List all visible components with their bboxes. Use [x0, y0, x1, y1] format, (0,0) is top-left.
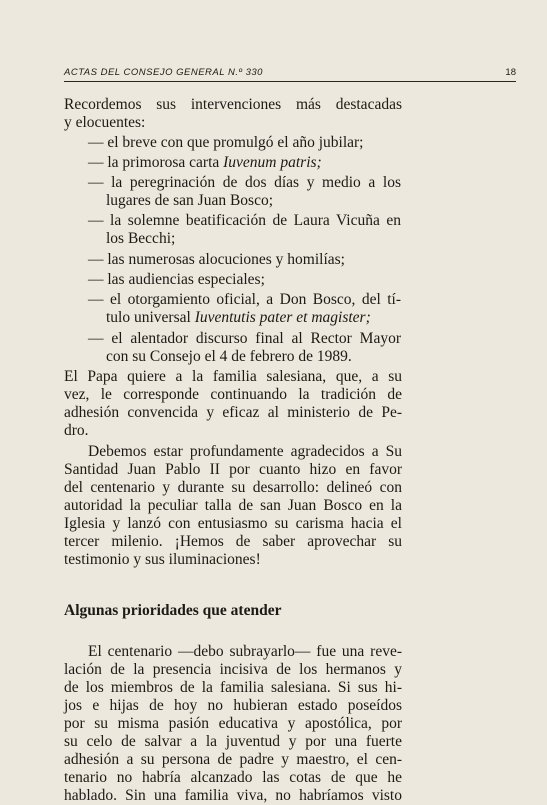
text-line: El centenario —debo subrayarlo— fue una reve- [88, 643, 402, 660]
work-title: Iuvenum patris; [223, 154, 322, 171]
text-line: dro. [64, 422, 89, 439]
text-line: hablado. Sin una familia viva, no habríamos visto [64, 787, 402, 804]
text-line: Santidad Juan Pablo II por cuanto hizo en favor [64, 461, 402, 478]
text-line: adhesión convencida y eficaz al ministerio de Pe- [64, 404, 402, 421]
text-line: jos e hijas de hoy no hubieran estado poseídos [64, 697, 402, 714]
text-line: lación de la presencia incisiva de los hermanos y [64, 661, 402, 678]
work-title: Iuventutis pater et magister; [194, 309, 371, 326]
section-heading: Algunas prioridades que atender [64, 602, 282, 619]
list-item-text: tulo universal [106, 309, 195, 326]
text-line: y elocuentes: [64, 114, 146, 131]
text-line: Recordemos sus intervenciones más destacadas [64, 96, 402, 113]
list-item: — el otorgamiento oficial, a Don Bosco, del tí- [88, 291, 401, 308]
list-item-continuation: con su Consejo el 4 de febrero de 1989. [106, 348, 352, 365]
list-item: — las numerosas alocuciones y homilías; [88, 251, 345, 268]
list-item-continuation [106, 309, 371, 327]
text-line: vez, le corresponde continuando la tradición de [64, 386, 402, 403]
list-item: — el breve con que promulgó el año jubilar; [88, 134, 364, 151]
list-item: — la solemne beatificación de Laura Vicuña en [88, 212, 401, 229]
text-line: Iglesia y lanzó con entusiasmo su carisma hacia el [64, 515, 402, 532]
text-line: del centenario y durante su desarrollo: delineó con [64, 479, 402, 496]
text-line: su celo de salvar a la juventud y por una fuerte [64, 733, 402, 750]
text-line: de los miembros de la familia salesiana. Si sus hi- [64, 679, 402, 696]
running-title: ACTAS DEL CONSEJO GENERAL N.º 330 [64, 67, 263, 78]
list-item: — la peregrinación de dos días y medio a los [88, 174, 401, 191]
list-item: — el alentador discurso final al Rector Mayor [88, 330, 401, 347]
list-item-continuation: los Becchi; [106, 230, 176, 247]
page-header [64, 67, 516, 82]
list-item [88, 154, 322, 172]
list-item-text: — la primorosa carta [88, 154, 224, 171]
page-number: 18 [505, 67, 516, 78]
text-line: Debemos estar profundamente agradecidos a Su [88, 443, 402, 460]
text-line: adhesión a su persona de padre y maestro, el cen- [64, 751, 402, 768]
text-line: tenario no habría alcanzado las cotas de que he [64, 769, 402, 786]
text-line: tercer milenio. ¡Hemos de saber aprovechar su [64, 533, 402, 550]
text-line: El Papa quiere a la familia salesiana, que, a su [64, 368, 402, 385]
list-item-continuation: lugares de san Juan Bosco; [106, 192, 274, 209]
text-line: por su misma pasión educativa y apostólica, por [64, 715, 402, 732]
list-item: — las audiencias especiales; [88, 271, 265, 288]
text-line: autoridad la peculiar talla de san Juan Bosco en la [64, 497, 402, 514]
text-line: testimonio y sus iluminaciones! [64, 551, 261, 568]
